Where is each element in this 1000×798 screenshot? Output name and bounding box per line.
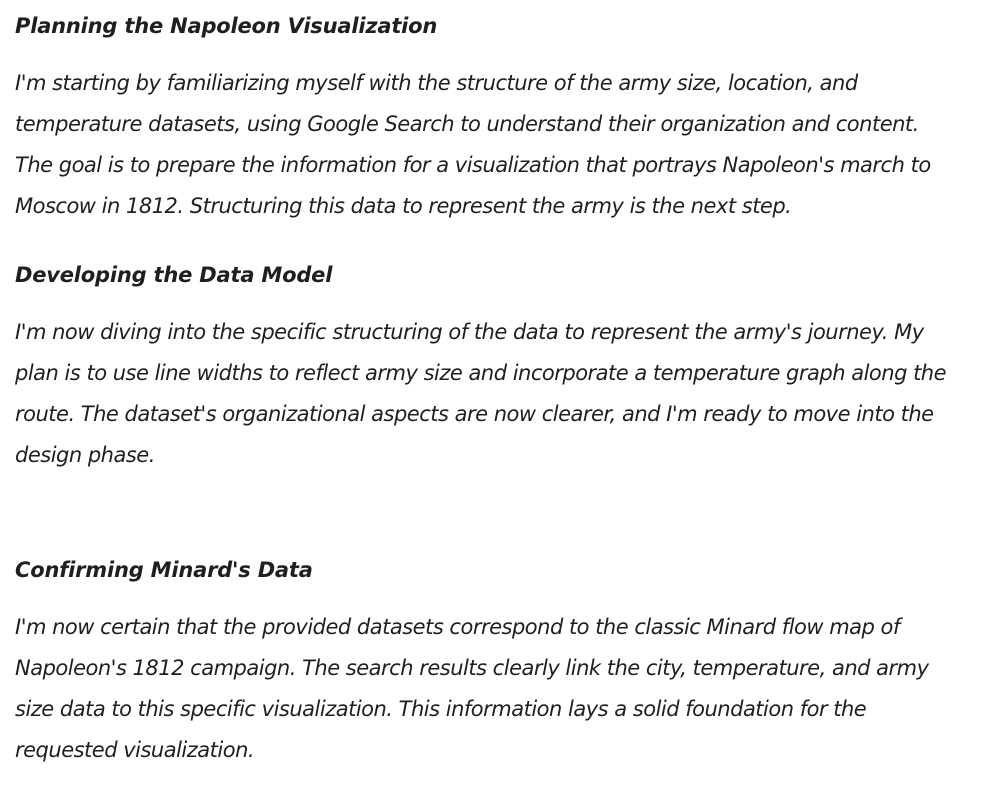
section-heading: Developing the Data Model [15, 263, 333, 287]
thought-section-planning [15, 12, 985, 227]
paragraph-line: I'm now diving into the specific structuring of the data to represent the army's journey. My [15, 320, 924, 344]
section-paragraph [15, 312, 985, 476]
paragraph-line: route. The dataset's organizational aspects are now clearer, and I'm ready to move into the [15, 402, 934, 426]
paragraph-line: plan is to use line widths to reflect army size and incorporate a temperature graph along the [15, 361, 947, 385]
paragraph-line: temperature datasets, using Google Search to understand their organization and content. [15, 112, 919, 136]
paragraph-line: size data to this specific visualization. This information lays a solid foundation for the [15, 697, 867, 721]
section-paragraph [15, 63, 985, 227]
paragraph-line: The goal is to prepare the information for a visualization that portrays Napoleon's march to [15, 153, 931, 177]
paragraph-line: Moscow in 1812. Structuring this data to represent the army is the next step. [15, 194, 792, 218]
section-paragraph [15, 607, 985, 771]
thought-section-data-model [15, 261, 985, 476]
section-heading: Confirming Minard's Data [15, 558, 313, 582]
thought-section-minard [15, 556, 985, 771]
paragraph-line: Napoleon's 1812 campaign. The search results clearly link the city, temperature, and army [15, 656, 929, 680]
paragraph-line: I'm starting by familiarizing myself with the structure of the army size, location, and [15, 71, 858, 95]
paragraph-line: design phase. [15, 443, 155, 467]
section-heading: Planning the Napoleon Visualization [15, 14, 438, 38]
paragraph-line: I'm now certain that the provided datasets correspond to the classic Minard flow map of [15, 615, 900, 639]
paragraph-line: requested visualization. [15, 738, 255, 762]
